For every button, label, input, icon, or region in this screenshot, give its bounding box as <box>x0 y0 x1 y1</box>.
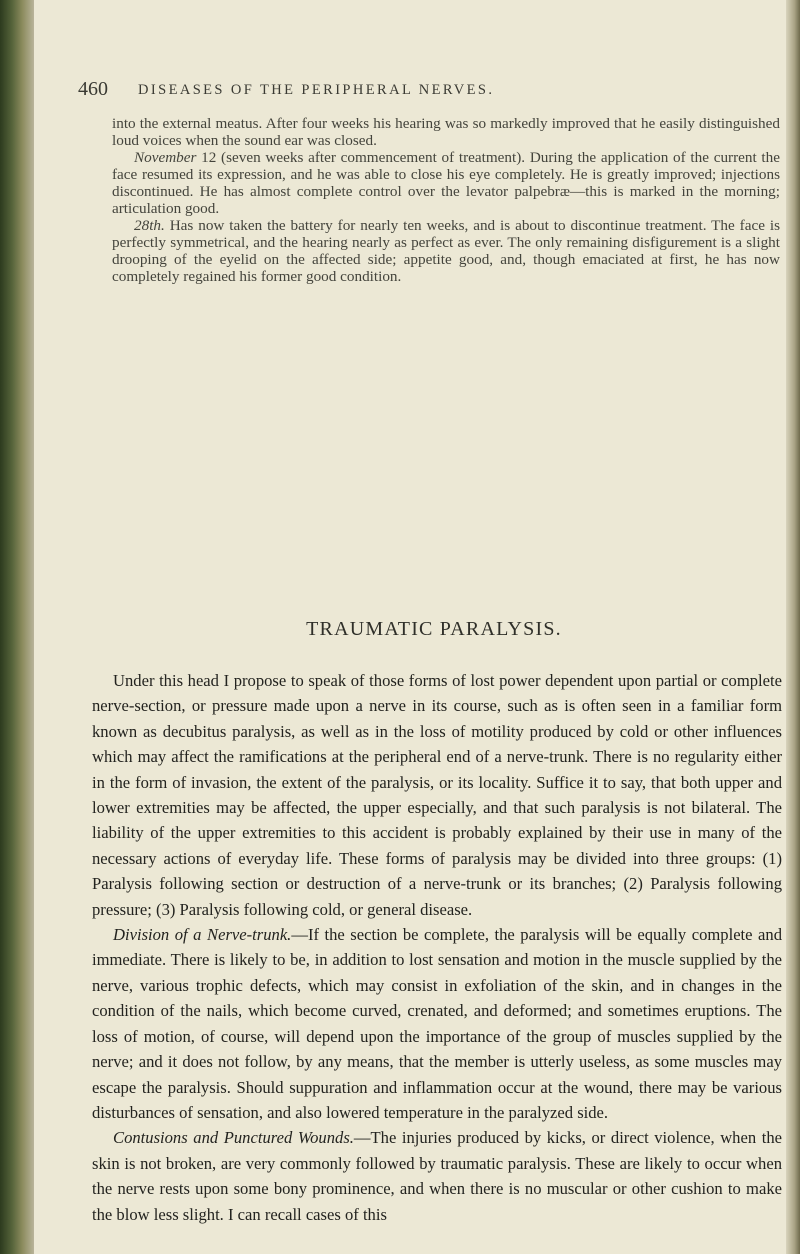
case-paragraph-2 <box>112 149 780 217</box>
body-paragraph-1: Under this head I propose to speak of those forms of lost power dependent upon partial or complete nerve-section, or pressure made upon a nerve in its course, such as is often seen in a familiar form known as decubitus paralysis, as well as in the loss of motility produced by cold or other influences which may affect the ramifications at the peripheral end of a nerve-trunk. There is no regularity either in the form of invasion, the extent of the paralysis, or its locality. Suffice it to say, that both upper and lower extremities may be affected, the upper especially, and that such paralysis is not bilateral. The liability of the upper extremities to this accident is probably explained by their use in many of the necessary actions of everyday life. These forms of paralysis may be divided into three groups: (1) Paralysis following section or destruction of a nerve-trunk or its branches; (2) Paralysis following pressure; (3) Paralysis following cold, or general disease. <box>92 671 782 919</box>
case-paragraph-3 <box>112 217 780 285</box>
case-date-28th: 28th. <box>134 217 165 234</box>
body-paragraph-3-text: —The injuries produced by kicks, or direct violence, when the skin is not broken, are very commonly followed by traumatic paralysis. These are likely to occur when the nerve rests upon some bony prominence, and when there is no muscular or other cushion to make the blow less slight. I can recall cases of this <box>92 1128 782 1224</box>
case-report-continuation <box>112 115 780 285</box>
subheading-contusions: Contusions and Punctured Wounds. <box>113 1128 354 1148</box>
section-body <box>92 668 782 1227</box>
body-paragraph-3 <box>92 1125 782 1227</box>
case-paragraph-2-text: 12 (seven weeks after commencement of treatment). During the application of the current the face resumed its expression, and he was able to close his eye completely. He is greatly improved; injections discontinued. He has almost complete control over the levator palpebræ—this is marked in the morning; articulation good. <box>112 149 780 217</box>
body-paragraph-2-text: —If the section be complete, the paralysis will be equally complete and immediate. There is likely to be, in addition to lost sensation and motion in the muscle supplied by the nerve, various trophic defects, which may consist in exfoliation of the skin, and in changes in the condition of the nails, which become curved, crenated, and deformed; and sometimes eruptions. The loss of motion, of course, will depend upon the importance of the group of muscles supplied by the nerve; and it does not follow, by any means, that the member is utterly useless, as some muscles may escape the paralysis. Should suppuration and inflammation occur at the wound, there may be various disturbances of sensation, and also lowered temperature in the paralyzed side. <box>92 925 783 1122</box>
case-paragraph-3-text: Has now taken the battery for nearly ten weeks, and is about to discontinue treatment. The face is perfectly symmetrical, and the hearing nearly as perfect as ever. The only remaining disfigurement is a slight drooping of the eyelid on the affected side; appetite good, and, though emaciated at first, he has now completely regained his former good condition. <box>112 217 780 285</box>
book-page <box>34 0 786 1254</box>
page-header <box>78 78 730 108</box>
case-date-november: November <box>134 149 197 166</box>
section-title: TRAUMATIC PARALYSIS. <box>306 618 562 640</box>
case-paragraph-1: into the external meatus. After four weeks his hearing was so markedly improved that he easily distinguished loud voices when the sound ear was closed. <box>112 115 780 149</box>
page-number: 460 <box>78 78 108 100</box>
subheading-division: Division of a Nerve-trunk. <box>113 925 292 945</box>
running-head: DISEASES OF THE PERIPHERAL NERVES. <box>138 82 495 98</box>
body-paragraph-2 <box>92 922 782 1125</box>
book-spine-edge <box>0 0 34 1254</box>
